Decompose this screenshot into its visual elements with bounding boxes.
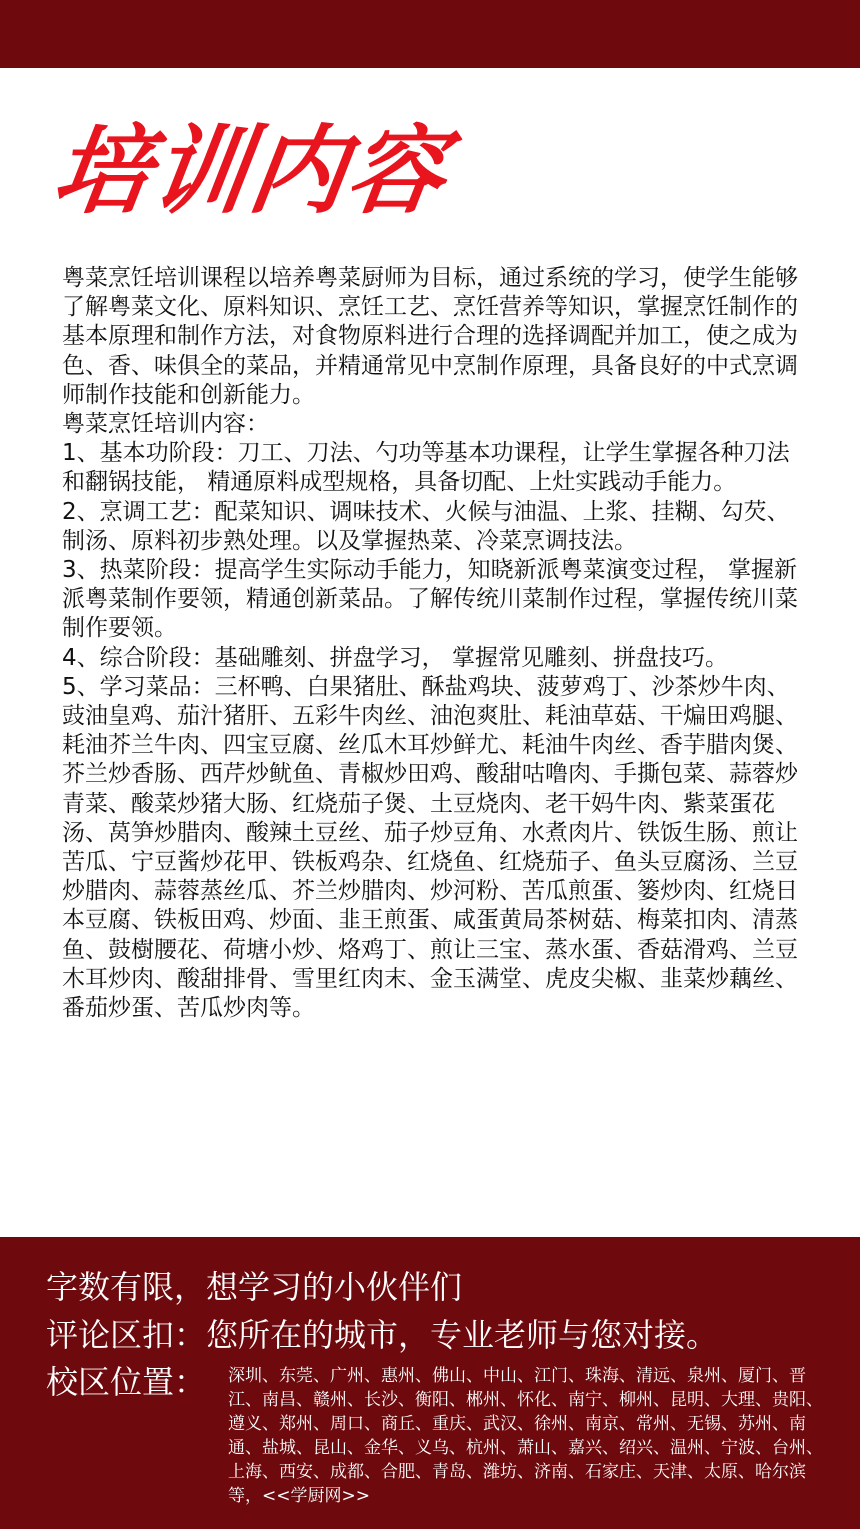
list-item-cooking-craft: 2、烹调工艺：配菜知识、调味技术、火候与油温、上浆、挂糊、勾芡、制汤、原料初步熟处理。以及掌握热菜、冷菜烹调技法。 — [62, 498, 790, 554]
footer-line-1: 字数有限，想学习的小伙伴们 — [46, 1268, 463, 1306]
page-title: 培训内容 — [46, 115, 455, 227]
course-content — [62, 264, 802, 1023]
list-item-comprehensive: 4、综合阶段：基础雕刻、拼盘学习， 掌握常见雕刻、拼盘技巧。 — [62, 644, 728, 671]
campus-label: 校区位置： — [46, 1363, 207, 1401]
list-item-basic-skills: 1、基本功阶段：刀工、刀法、勺功等基本功课程，让学生掌握各种刀法和翻锅技能， 精通原料成型规格，具备切配、上灶实践动手能力。 — [62, 440, 790, 496]
list-item-dishes: 5、学习菜品：三杯鸭、白果猪肚、酥盐鸡块、菠萝鸡丁、沙茶炒牛肉、豉油皇鸡、茄汁猪肝、五彩牛肉丝、油泡爽肚、耗油草菇、干煸田鸡腿、耗油芥兰牛肉、四宝豆腐、丝瓜木耳炒鲜尤、耗油牛肉丝、香芋腊肉煲、芥兰炒香肠、西芹炒鱿鱼、青椒炒田鸡、酸甜咕噜肉、手撕包菜、蒜蓉炒青菜、酸菜炒猪大肠、红烧茄子煲、土豆烧肉、老干妈牛肉、紫菜蛋花汤、莴笋炒腊肉、酸辣土豆丝、茄子炒豆角、水煮肉片、铁饭生肠、煎让苦瓜、宁豆酱炒花甲、铁板鸡杂、红烧鱼、红烧茄子、鱼头豆腐汤、兰豆炒腊肉、蒜蓉蒸丝瓜、芥兰炒腊肉、炒河粉、苦瓜煎蛋、篓炒肉、红烧日本豆腐、铁板田鸡、炒面、韭王煎蛋、咸蛋黄局茶树菇、梅菜扣肉、清蒸鱼、鼓樹腰花、荷塘小炒、烙鸡丁、煎让三宝、蒸水蛋、香菇滑鸡、兰豆木耳炒肉、酸甜排骨、雪里红肉末、金玉满堂、虎皮尖椒、韭菜炒藕丝、番茄炒蛋、苦瓜炒肉等。 — [62, 673, 798, 1022]
footer-banner — [0, 1237, 860, 1529]
footer-line-2: 评论区扣：您所在的城市，专业老师与您对接。 — [46, 1316, 719, 1354]
list-item-hot-dishes: 3、热菜阶段：提高学生实际动手能力，知晓新派粤菜演变过程， 掌握新派粤菜制作要领，精通创新菜品。了解传统川菜制作过程，掌握传统川菜制作要领。 — [62, 557, 798, 642]
campus-list: 深圳、东莞、广州、惠州、佛山、中山、江门、珠海、清远、泉州、厦门、晋江、南昌、赣州、长沙、衡阳、郴州、怀化、南宁、柳州、昆明、大理、贵阳、遵义、郑州、周口、商丘、重庆、武汉、徐州、南京、常州、无锡、苏州、南通、盐城、昆山、金华、义乌、杭州、萧山、嘉兴、绍兴、温州、宁波、台州、上海、西安、成都、合肥、青岛、潍坊、济南、石家庄、天津、太原、哈尔滨等，<<学厨网>> — [228, 1366, 823, 1506]
intro-paragraph: 粤菜烹饪培训课程以培养粤菜厨师为目标，通过系统的学习，使学生能够了解粤菜文化、原料知识、烹饪工艺、烹饪营养等知识，掌握烹饪制作的基本原理和制作方法，对食物原料进行合理的选择调配并加工，使之成为色、香、味俱全的菜品，并精通常见中烹制作原理，具备良好的中式烹调师制作技能和创新能力。 — [62, 265, 798, 408]
section-heading: 粤菜烹饪培训内容： — [62, 411, 269, 438]
top-banner — [0, 0, 860, 68]
